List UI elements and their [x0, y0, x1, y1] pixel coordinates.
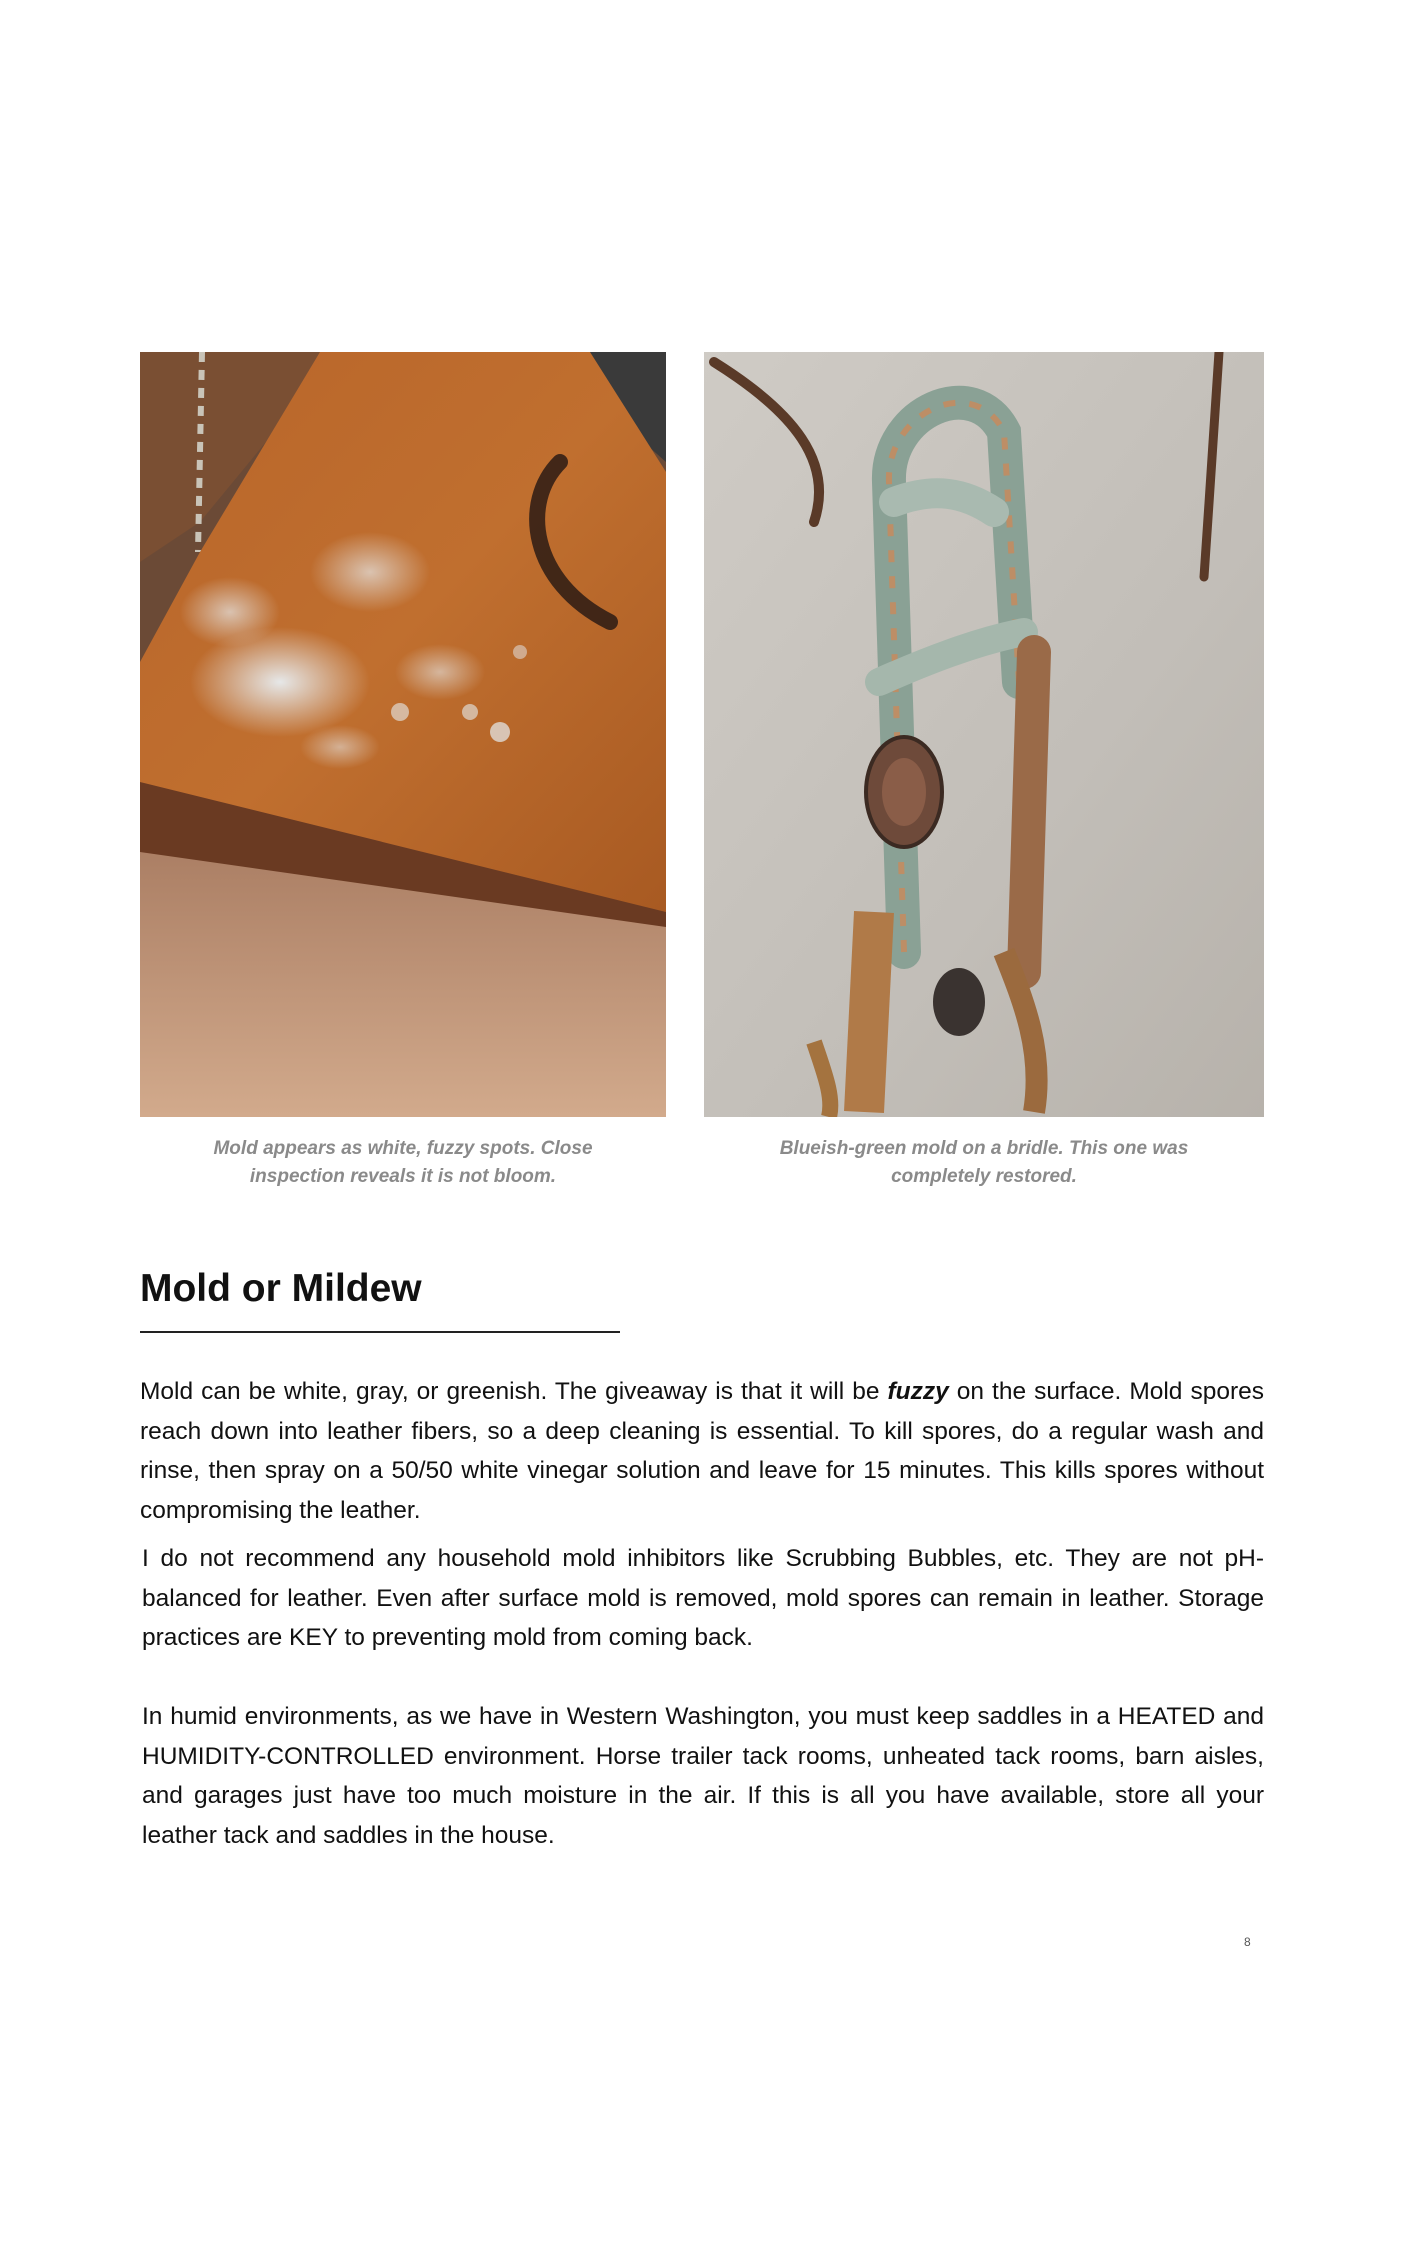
emphasis-fuzzy: fuzzy: [887, 1378, 949, 1405]
caption-line: inspection reveals it is not bloom.: [249, 1166, 557, 1187]
paragraph-text: Mold can be white, gray, or greenish. The giveaway is that it will be: [140, 1378, 888, 1405]
paragraph-text: on the surface. Mold spores reach down into leather fibers, so a deep cleaning is essential. To kill spores, do a regular wash and rinse, then spray on a 50/50 white vinegar solution and leave for 15 minutes. This kills spores without compromising the leather.: [140, 1378, 1264, 1524]
heading-underline: [140, 1331, 620, 1333]
paragraph-humid-storage: In humid environments, as we have in Western Washington, you must keep saddles in a HEATED and HUMIDITY-CONTROLLED environment. Horse trailer tack rooms, unheated tack rooms, barn aisles, and garages just have too much moisture in the air. If this is all you have available, store all your leather tack and saddles in the house.: [142, 1703, 1264, 1849]
caption-line: completely restored.: [891, 1166, 1077, 1187]
paragraph-mold-description: [140, 1372, 1264, 1530]
caption-line: Blueish-green mold on a bridle. This one was: [779, 1138, 1189, 1159]
left-photo-caption: [140, 1135, 666, 1191]
moldy-bridle-photo: [704, 352, 1264, 1117]
moldy-saddle-photo: [140, 352, 666, 1117]
paragraph-inhibitors: I do not recommend any household mold inhibitors like Scrubbing Bubbles, etc. They are not pH-balanced for leather. Even after surface mold is removed, mold spores can remain in leather. Storage practices are KEY to preventing mold from coming back.: [142, 1545, 1264, 1651]
right-photo-caption: [704, 1135, 1264, 1191]
page-number: 8: [1244, 1935, 1251, 1949]
caption-line: Mold appears as white, fuzzy spots. Close: [213, 1138, 593, 1159]
section-heading: Mold or Mildew: [140, 1267, 422, 1310]
